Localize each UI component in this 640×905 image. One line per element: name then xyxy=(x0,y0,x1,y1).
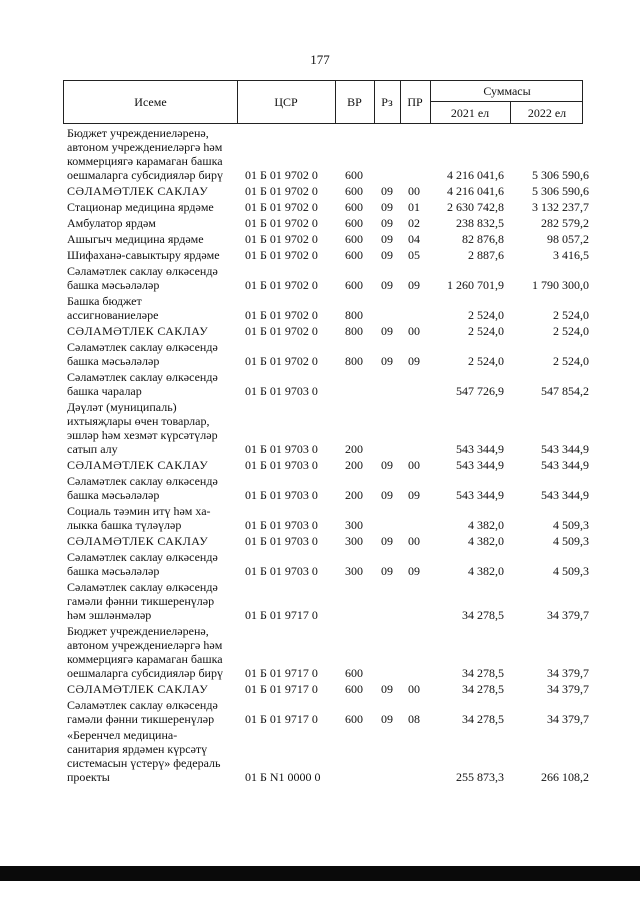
row-sum-2022: 543 344,9 xyxy=(541,488,589,502)
table-row xyxy=(0,324,640,338)
row-vr: 600 xyxy=(345,216,363,230)
row-pr: 00 xyxy=(408,682,420,696)
row-pr: 09 xyxy=(408,564,420,578)
row-name-line: Бюджет учреждениеләренә, xyxy=(67,624,209,638)
row-rz: 09 xyxy=(381,200,393,214)
row-sum-2022: 34 379,7 xyxy=(547,666,589,680)
row-sum-2021: 2 524,0 xyxy=(468,308,504,322)
row-sum-2021: 34 278,5 xyxy=(462,682,504,696)
row-name-line: Сәламәтлек саклау өлкәсендә xyxy=(67,474,218,488)
row-sum-2021: 255 873,3 xyxy=(456,770,504,784)
header-rz: Рз xyxy=(381,95,393,109)
row-name xyxy=(67,126,234,182)
row-sum-2022: 2 524,0 xyxy=(553,308,589,322)
row-sum-2021: 2 887,6 xyxy=(468,248,504,262)
row-pr: 08 xyxy=(408,712,420,726)
row-name xyxy=(67,264,234,292)
row-name-line: башка мәсьәләләр xyxy=(67,354,160,368)
table-row xyxy=(0,264,640,292)
row-csr: 01 Б 01 9717 0 xyxy=(245,608,318,622)
row-pr: 01 xyxy=(408,200,420,214)
table-row xyxy=(0,400,640,456)
table-row xyxy=(0,232,640,246)
row-vr: 600 xyxy=(345,682,363,696)
row-rz: 09 xyxy=(381,534,393,548)
row-sum-2022: 2 524,0 xyxy=(553,354,589,368)
row-rz: 09 xyxy=(381,488,393,502)
row-sum-2021: 238 832,5 xyxy=(456,216,504,230)
row-name-line: Сәламәтлек саклау өлкәсендә xyxy=(67,264,218,278)
row-name xyxy=(67,232,234,246)
row-name-line: СӘЛАМӘТЛЕК САКЛАУ xyxy=(67,534,209,548)
row-sum-2021: 543 344,9 xyxy=(456,442,504,456)
row-vr: 600 xyxy=(345,168,363,182)
row-sum-2021: 547 726,9 xyxy=(456,384,504,398)
table-row xyxy=(0,294,640,322)
row-name-line: сатып алу xyxy=(67,442,118,456)
row-vr: 600 xyxy=(345,184,363,198)
row-vr: 800 xyxy=(345,324,363,338)
row-sum-2022: 4 509,3 xyxy=(553,518,589,532)
row-name xyxy=(67,534,234,548)
row-name-line: «Беренчел медицина- xyxy=(67,728,178,742)
row-name xyxy=(67,370,234,398)
row-csr: 01 Б 01 9717 0 xyxy=(245,682,318,696)
row-sum-2021: 2 630 742,8 xyxy=(447,200,504,214)
row-vr: 600 xyxy=(345,666,363,680)
row-sum-2021: 2 524,0 xyxy=(468,324,504,338)
table-row xyxy=(0,340,640,368)
row-sum-2022: 4 509,3 xyxy=(553,564,589,578)
row-vr: 200 xyxy=(345,488,363,502)
row-vr: 200 xyxy=(345,442,363,456)
row-csr: 01 Б 01 9702 0 xyxy=(245,184,318,198)
header-vr: ВР xyxy=(347,95,362,109)
row-name xyxy=(67,504,234,532)
row-sum-2022: 543 344,9 xyxy=(541,458,589,472)
row-name-line: Сәламәтлек саклау өлкәсендә xyxy=(67,340,218,354)
row-name-line: башка мәсьәләләр xyxy=(67,564,160,578)
header-name: Исеме xyxy=(134,95,167,109)
row-name-line: Ашыгыч медицина ярдәме xyxy=(67,232,204,246)
row-rz: 09 xyxy=(381,248,393,262)
row-pr: 05 xyxy=(408,248,420,262)
row-sum-2022: 3 132 237,7 xyxy=(532,200,589,214)
row-sum-2022: 34 379,7 xyxy=(547,608,589,622)
row-pr: 00 xyxy=(408,184,420,198)
row-sum-2021: 4 382,0 xyxy=(468,534,504,548)
row-name-line: оешмаларга субсидияләр бирү xyxy=(67,666,223,680)
row-name-line: проекты xyxy=(67,770,110,784)
row-name xyxy=(67,324,234,338)
row-rz: 09 xyxy=(381,354,393,368)
row-name-line: Шифаханә-савыктыру ярдәме xyxy=(67,248,220,262)
row-name-line: һәм эшләнмәләр xyxy=(67,608,152,622)
row-csr: 01 Б 01 9702 0 xyxy=(245,308,318,322)
row-csr: 01 Б 01 9703 0 xyxy=(245,534,318,548)
row-sum-2022: 547 854,2 xyxy=(541,384,589,398)
row-sum-2021: 543 344,9 xyxy=(456,458,504,472)
header-pr: ПР xyxy=(407,95,423,109)
row-csr: 01 Б 01 9702 0 xyxy=(245,216,318,230)
row-vr: 300 xyxy=(345,564,363,578)
table-row xyxy=(0,504,640,532)
row-rz: 09 xyxy=(381,564,393,578)
row-pr: 00 xyxy=(408,458,420,472)
table-row xyxy=(0,624,640,680)
header-year-2021: 2021 ел xyxy=(450,106,490,120)
table-row xyxy=(0,184,640,198)
row-vr: 600 xyxy=(345,200,363,214)
row-name-line: Сәламәтлек саклау өлкәсендә xyxy=(67,550,218,564)
row-vr: 600 xyxy=(345,248,363,262)
header-year-2022: 2022 ел xyxy=(527,106,567,120)
row-pr: 00 xyxy=(408,324,420,338)
row-name-line: лыкка башка түләүләр xyxy=(67,518,182,532)
row-sum-2021: 2 524,0 xyxy=(468,354,504,368)
row-name xyxy=(67,184,234,198)
row-sum-2021: 34 278,5 xyxy=(462,608,504,622)
row-csr: 01 Б 01 9703 0 xyxy=(245,458,318,472)
row-vr: 300 xyxy=(345,534,363,548)
row-name-line: Сәламәтлек саклау өлкәсендә xyxy=(67,370,218,384)
table-row xyxy=(0,458,640,472)
table-row xyxy=(0,216,640,230)
row-name xyxy=(67,698,234,726)
row-name xyxy=(67,458,234,472)
row-vr: 200 xyxy=(345,458,363,472)
table-row xyxy=(0,580,640,622)
row-name-line: гамәли фәнни тикшеренүләр xyxy=(67,594,215,608)
row-name xyxy=(67,294,234,322)
row-sum-2022: 282 579,2 xyxy=(541,216,589,230)
row-pr: 04 xyxy=(408,232,420,246)
table-row xyxy=(0,550,640,578)
row-sum-2022: 5 306 590,6 xyxy=(532,168,589,182)
row-rz: 09 xyxy=(381,278,393,292)
row-csr: 01 Б 01 9702 0 xyxy=(245,278,318,292)
row-csr: 01 Б 01 9702 0 xyxy=(245,354,318,368)
row-sum-2022: 4 509,3 xyxy=(553,534,589,548)
row-csr: 01 Б 01 9702 0 xyxy=(245,232,318,246)
table-row xyxy=(0,698,640,726)
row-name xyxy=(67,200,234,214)
row-name-line: эшләр һәм хезмәт күрсәтүләр xyxy=(67,428,218,442)
table-row xyxy=(0,534,640,548)
row-sum-2021: 82 876,8 xyxy=(462,232,504,246)
row-pr: 09 xyxy=(408,278,420,292)
table-row xyxy=(0,200,640,214)
row-name-line: Дәүләт (муниципаль) xyxy=(67,400,177,414)
header-csr: ЦСР xyxy=(274,95,298,109)
row-sum-2021: 34 278,5 xyxy=(462,712,504,726)
row-name xyxy=(67,400,234,456)
table-row xyxy=(0,728,640,784)
row-name-line: Бюджет учреждениеләренә, xyxy=(67,126,209,140)
row-name xyxy=(67,580,234,622)
row-sum-2021: 4 382,0 xyxy=(468,518,504,532)
row-name-line: СӘЛАМӘТЛЕК САКЛАУ xyxy=(67,324,209,338)
row-pr: 02 xyxy=(408,216,420,230)
row-name-line: Башка бюджет xyxy=(67,294,142,308)
scan-edge-bar xyxy=(0,866,640,881)
row-name xyxy=(67,248,234,262)
row-sum-2022: 34 379,7 xyxy=(547,682,589,696)
header-sums: Суммасы xyxy=(483,84,531,98)
row-vr: 600 xyxy=(345,712,363,726)
row-rz: 09 xyxy=(381,232,393,246)
row-name xyxy=(67,216,234,230)
table-row xyxy=(0,126,640,182)
row-name xyxy=(67,550,234,578)
row-sum-2022: 3 416,5 xyxy=(553,248,589,262)
row-sum-2022: 266 108,2 xyxy=(541,770,589,784)
row-sum-2021: 4 216 041,6 xyxy=(447,168,504,182)
row-sum-2021: 1 260 701,9 xyxy=(447,278,504,292)
row-sum-2021: 4 216 041,6 xyxy=(447,184,504,198)
row-sum-2022: 34 379,7 xyxy=(547,712,589,726)
table-row xyxy=(0,370,640,398)
row-csr: 01 Б 01 9703 0 xyxy=(245,564,318,578)
row-rz: 09 xyxy=(381,682,393,696)
row-name xyxy=(67,682,234,696)
row-name-line: Сәламәтлек саклау өлкәсендә xyxy=(67,580,218,594)
row-rz: 09 xyxy=(381,712,393,726)
row-name-line: системасын үстерү» федераль xyxy=(67,756,221,770)
row-pr: 09 xyxy=(408,488,420,502)
row-name-line: ихтыяҗлары өчен товарлар, xyxy=(67,414,210,428)
row-name-line: автоном учреждениеләргә һәм xyxy=(67,638,223,652)
row-rz: 09 xyxy=(381,184,393,198)
row-rz: 09 xyxy=(381,216,393,230)
row-name-line: Сәламәтлек саклау өлкәсендә xyxy=(67,698,218,712)
row-csr: 01 Б 01 9703 0 xyxy=(245,488,318,502)
row-name-line: Социаль тәэмин итү һәм ха- xyxy=(67,504,211,518)
row-csr: 01 Б 01 9703 0 xyxy=(245,518,318,532)
row-rz: 09 xyxy=(381,324,393,338)
row-name-line: гамәли фәнни тикшеренүләр xyxy=(67,712,215,726)
table-header xyxy=(63,80,583,124)
table-row xyxy=(0,474,640,502)
row-name xyxy=(67,474,234,502)
row-sum-2022: 5 306 590,6 xyxy=(532,184,589,198)
row-name-line: башка мәсьәләләр xyxy=(67,278,160,292)
row-vr: 800 xyxy=(345,354,363,368)
row-pr: 09 xyxy=(408,354,420,368)
header-split-line xyxy=(430,101,582,102)
row-name-line: СӘЛАМӘТЛЕК САКЛАУ xyxy=(67,682,209,696)
row-name-line: башка чаралар xyxy=(67,384,142,398)
row-sum-2021: 543 344,9 xyxy=(456,488,504,502)
row-name-line: оешмаларга субсидияләр бирү xyxy=(67,168,223,182)
row-csr: 01 Б 01 9702 0 xyxy=(245,324,318,338)
row-name-line: Стационар медицина ярдәме xyxy=(67,200,214,214)
row-csr: 01 Б 01 9702 0 xyxy=(245,168,318,182)
row-pr: 00 xyxy=(408,534,420,548)
row-csr: 01 Б 01 9702 0 xyxy=(245,200,318,214)
row-csr: 01 Б N1 0000 0 xyxy=(245,770,321,784)
row-csr: 01 Б 01 9703 0 xyxy=(245,442,318,456)
row-name xyxy=(67,340,234,368)
row-vr: 800 xyxy=(345,308,363,322)
row-sum-2022: 543 344,9 xyxy=(541,442,589,456)
row-sum-2022: 1 790 300,0 xyxy=(532,278,589,292)
row-csr: 01 Б 01 9702 0 xyxy=(245,248,318,262)
row-sum-2022: 2 524,0 xyxy=(553,324,589,338)
row-name-line: Амбулатор ярдәм xyxy=(67,216,156,230)
row-name-line: санитария ярдәмен күрсәтү xyxy=(67,742,208,756)
row-csr: 01 Б 01 9717 0 xyxy=(245,666,318,680)
row-rz: 09 xyxy=(381,458,393,472)
row-vr: 600 xyxy=(345,232,363,246)
row-vr: 600 xyxy=(345,278,363,292)
row-vr: 300 xyxy=(345,518,363,532)
row-name-line: коммерциягә карамаган башка xyxy=(67,154,223,168)
row-name-line: коммерциягә карамаган башка xyxy=(67,652,223,666)
page-number: 177 xyxy=(310,52,330,67)
table-row xyxy=(0,682,640,696)
table-row xyxy=(0,248,640,262)
row-sum-2021: 34 278,5 xyxy=(462,666,504,680)
row-name-line: автоном учреждениеләргә һәм xyxy=(67,140,223,154)
row-name xyxy=(67,728,234,784)
row-csr: 01 Б 01 9717 0 xyxy=(245,712,318,726)
row-name-line: СӘЛАМӘТЛЕК САКЛАУ xyxy=(67,458,209,472)
row-csr: 01 Б 01 9703 0 xyxy=(245,384,318,398)
row-name-line: СӘЛАМӘТЛЕК САКЛАУ xyxy=(67,184,209,198)
row-name-line: башка мәсьәләләр xyxy=(67,488,160,502)
row-sum-2021: 4 382,0 xyxy=(468,564,504,578)
row-name-line: ассигнованиеләре xyxy=(67,308,159,322)
row-sum-2022: 98 057,2 xyxy=(547,232,589,246)
row-name xyxy=(67,624,234,680)
